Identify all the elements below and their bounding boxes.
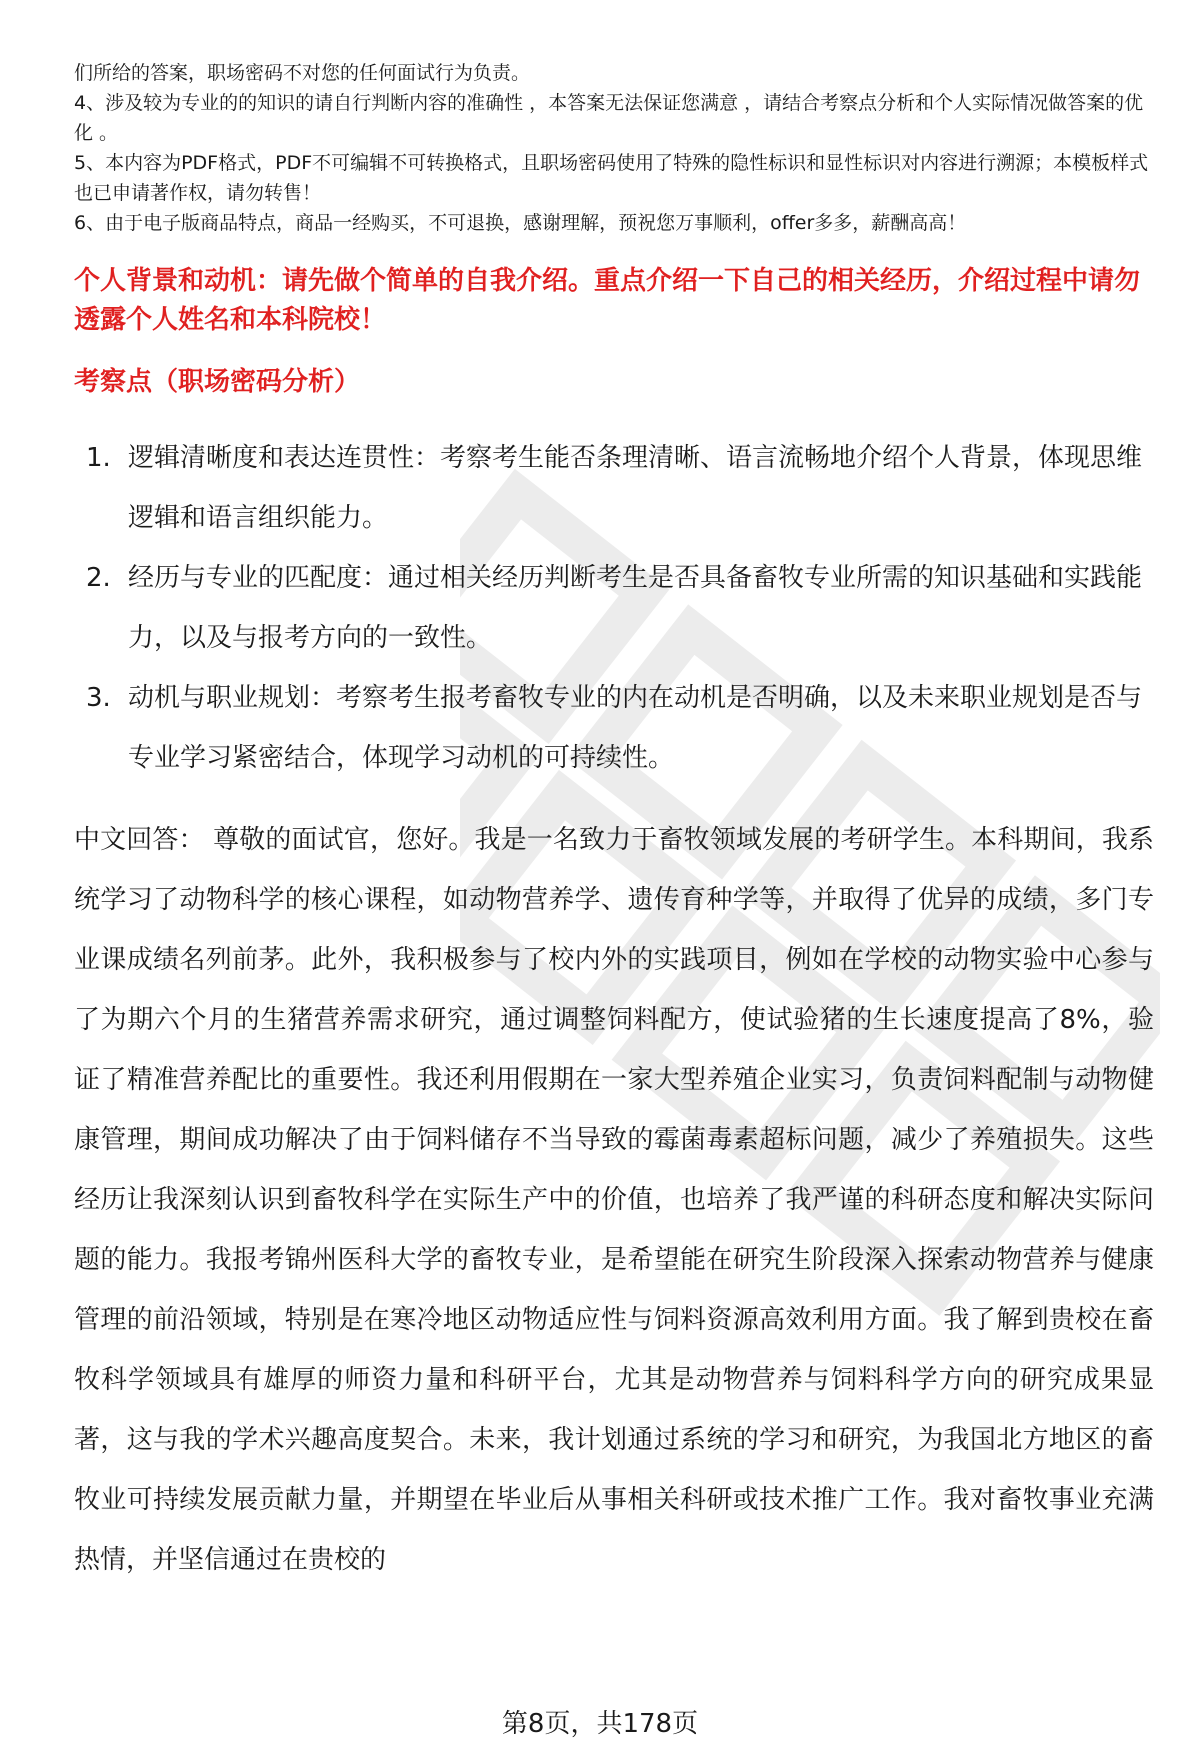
note-line: 6、由于电子版商品特点，商品一经购买，不可退换，感谢理解，预祝您万事顺利，offer多多，薪酬高高！ (74, 212, 967, 234)
list-item-text: 动机与职业规划：考察考生报考畜牧专业的内在动机是否明确，以及未来职业规划是否与专业学习紧密结合，体现学习动机的可持续性。 (128, 683, 1143, 773)
list-item (74, 428, 1154, 548)
note-line: 5、本内容为PDF格式，PDF不可编辑不可转换格式，且职场密码使用了特殊的隐性标识和显性标识对内容进行溯源；本模板样式也已申请著作权，请勿转售！ (74, 152, 1149, 204)
note-line: 4、涉及较为专业的的知识的请自行判断内容的准确性 ，本答案无法保证您满意 ，请结合考察点分析和个人实际情况做答案的优化 。 (74, 92, 1144, 144)
interview-question: 个人背景和动机：请先做个简单的自我介绍。重点介绍一下自己的相关经历，介绍过程中请勿透露个人姓名和本科院校！ (74, 266, 1141, 335)
list-item-text: 经历与专业的匹配度：通过相关经历判断考生是否具备畜牧专业所需的知识基础和实践能力，以及与报考方向的一致性。 (128, 563, 1143, 653)
notes-block (74, 58, 1154, 238)
list-item (74, 668, 1154, 788)
list-item-number: 3. (86, 683, 111, 713)
list-item-number: 1. (86, 443, 111, 473)
list-item-text: 逻辑清晰度和表达连贯性：考察考生能否条理清晰、语言流畅地介绍个人背景，体现思维逻辑和语言组织能力。 (128, 443, 1143, 533)
section-title: 考察点（职场密码分析） (74, 367, 361, 397)
document-page (74, 58, 1154, 1590)
answer-paragraph: 中文回答： 尊敬的面试官，您好。我是一名致力于畜牧领域发展的考研学生。本科期间，我系统学习了动物科学的核心课程，如动物营养学、遗传育种学等，并取得了优异的成绩，多门专业课成绩名列前茅。此外，我积极参与了校内外的实践项目，例如在学校的动物实验中心参与了为期六个月的生猪营养需求研究，通过调整饲料配方，使试验猪的生长速度提高了8%，验证了精准营养配比的重要性。我还利用假期在一家大型养殖企业实习，负责饲料配制与动物健康管理，期间成功解决了由于饲料储存不当导致的霉菌毒素超标问题，减少了养殖损失。这些经历让我深刻认识到畜牧科学在实际生产中的价值，也培养了我严谨的科研态度和解决实际问题的能力。我报考锦州医科大学的畜牧专业，是希望能在研究生阶段深入探索动物营养与健康管理的前沿领域，特别是在寒冷地区动物适应性与饲料资源高效利用方面。我了解到贵校在畜牧科学领域具有雄厚的师资力量和科研平台，尤其是动物营养与饲料科学方向的研究成果显著，这与我的学术兴趣高度契合。未来，我计划通过系统的学习和研究，为我国北方地区的畜牧业可持续发展贡献力量，并期望在毕业后从事相关科研或技术推广工作。我对畜牧事业充满热情，并坚信通过在贵校的 (74, 825, 1154, 1575)
list-item (74, 548, 1154, 668)
assessment-points-list (74, 428, 1154, 788)
note-line: 们所给的答案，职场密码不对您的任何面试行为负责。 (74, 62, 531, 84)
page-number-footer: 第8页，共178页 (501, 1709, 699, 1739)
list-item-number: 2. (86, 563, 111, 593)
